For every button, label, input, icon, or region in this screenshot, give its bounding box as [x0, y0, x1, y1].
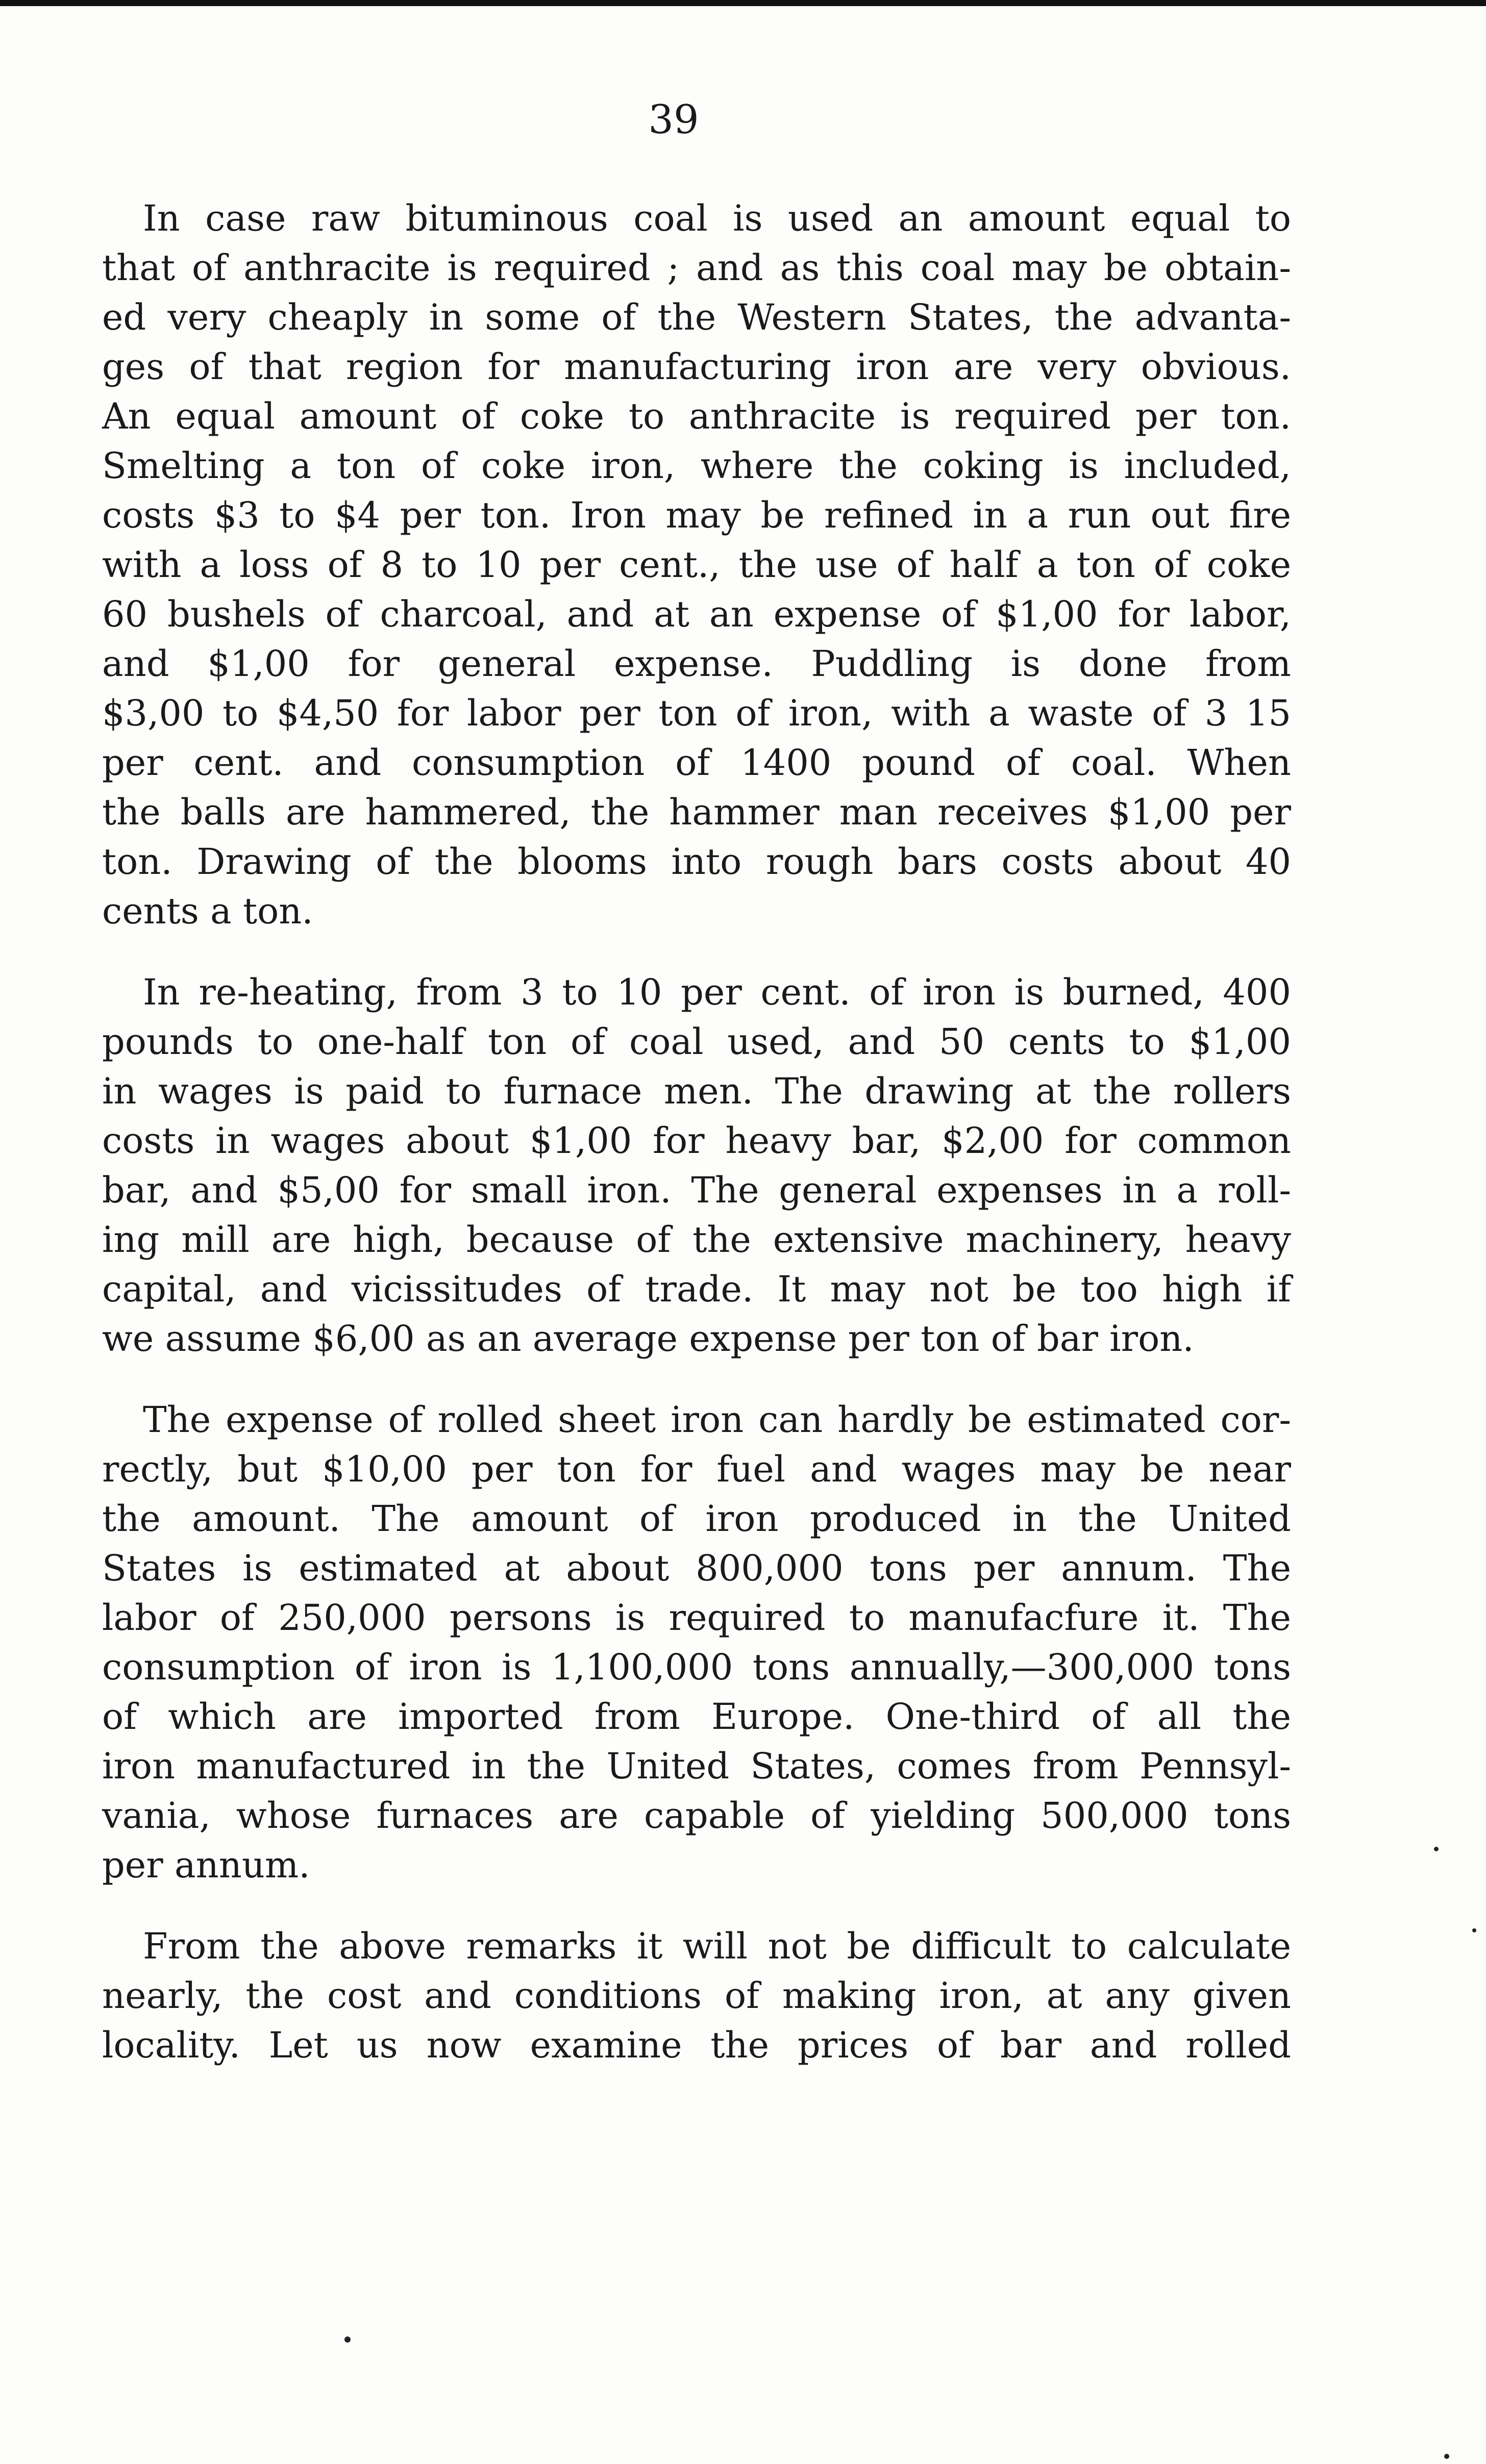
text-line: we assume $6,00 as an average expense per ton of bar iron.	[102, 1318, 1194, 1360]
text-line: nearly, the cost and conditions of making iron, at any given	[102, 1975, 1291, 2017]
text-line: rectly, but $10,00 per ton for fuel and wages may be near	[102, 1448, 1291, 1490]
text-line: An equal amount of coke to anthracite is required per ton.	[102, 395, 1291, 437]
text-line: The expense of rolled sheet iron can hardly be estimated cor-	[143, 1399, 1291, 1441]
text-line: States is estimated at about 800,000 tons per annum. The	[102, 1547, 1291, 1589]
text-line: per annum.	[102, 1844, 310, 1886]
text-line: costs $3 to $4 per ton. Iron may be refined in a run out fire	[102, 494, 1291, 536]
scan-speck	[1434, 1847, 1439, 1851]
text-line: ges of that region for manufacturing iron are very obvious.	[102, 346, 1291, 388]
paragraph-1	[102, 194, 1291, 936]
body-text	[102, 194, 1291, 2070]
text-line: that of anthracite is required ; and as this coal may be obtain-	[102, 247, 1291, 289]
text-line: In case raw bituminous coal is used an amount equal to	[143, 197, 1291, 239]
paragraph-2	[102, 968, 1291, 1364]
text-line: vania, whose furnaces are capable of yielding 500,000 tons	[102, 1795, 1291, 1837]
page-number: 39	[648, 97, 699, 143]
text-line: per cent. and consumption of 1400 pound of coal. When	[102, 742, 1291, 784]
text-line: Smelting a ton of coke iron, where the coking is included,	[102, 445, 1291, 487]
scan-speck	[344, 2336, 351, 2343]
text-line: cents a ton.	[102, 890, 313, 932]
scan-speck	[1444, 2454, 1449, 2459]
paragraph-4	[102, 1922, 1291, 2070]
text-line: the balls are hammered, the hammer man receives $1,00 per	[102, 791, 1291, 833]
text-line: From the above remarks it will not be difficult to calculate	[143, 1925, 1291, 1967]
text-line: in wages is paid to furnace men. The drawing at the rollers	[102, 1070, 1291, 1112]
text-line: bar, and $5,00 for small iron. The general expenses in a roll-	[102, 1169, 1291, 1211]
text-line: with a loss of 8 to 10 per cent., the use of half a ton of coke	[102, 544, 1291, 586]
text-line: costs in wages about $1,00 for heavy bar, $2,00 for common	[102, 1120, 1291, 1162]
text-line: labor of 250,000 persons is required to manufacfure it. The	[102, 1597, 1291, 1639]
top-edge-rule	[0, 0, 1486, 6]
text-line: ton. Drawing of the blooms into rough bars costs about 40	[102, 841, 1291, 883]
paragraph-spacer	[102, 936, 1291, 968]
text-line: capital, and vicissitudes of trade. It may not be too high if	[102, 1268, 1291, 1310]
paragraph-spacer	[102, 1890, 1291, 1922]
text-line: ed very cheaply in some of the Western States, the advanta-	[102, 296, 1291, 338]
text-line: ing mill are high, because of the extensive machinery, heavy	[102, 1219, 1291, 1261]
text-line: In re-heating, from 3 to 10 per cent. of iron is burned, 400	[143, 971, 1291, 1013]
text-line: and $1,00 for general expense. Puddling is done from	[102, 643, 1291, 685]
text-line: of which are imported from Europe. One-third of all the	[102, 1696, 1291, 1738]
text-line: 60 bushels of charcoal, and at an expense of $1,00 for labor,	[102, 593, 1291, 635]
text-line: consumption of iron is 1,100,000 tons annually,—300,000 tons	[102, 1646, 1291, 1688]
text-line: pounds to one-half ton of coal used, and 50 cents to $1,00	[102, 1021, 1291, 1063]
paragraph-spacer	[102, 1364, 1291, 1395]
text-line: iron manufactured in the United States, comes from Pennsyl-	[102, 1745, 1291, 1787]
scan-speck	[1472, 1928, 1476, 1932]
paragraph-3	[102, 1395, 1291, 1890]
text-line: locality. Let us now examine the prices of bar and rolled	[102, 2024, 1291, 2066]
text-line: the amount. The amount of iron produced in the United	[102, 1498, 1291, 1540]
text-line: $3,00 to $4,50 for labor per ton of iron, with a waste of 3 15	[102, 692, 1291, 734]
